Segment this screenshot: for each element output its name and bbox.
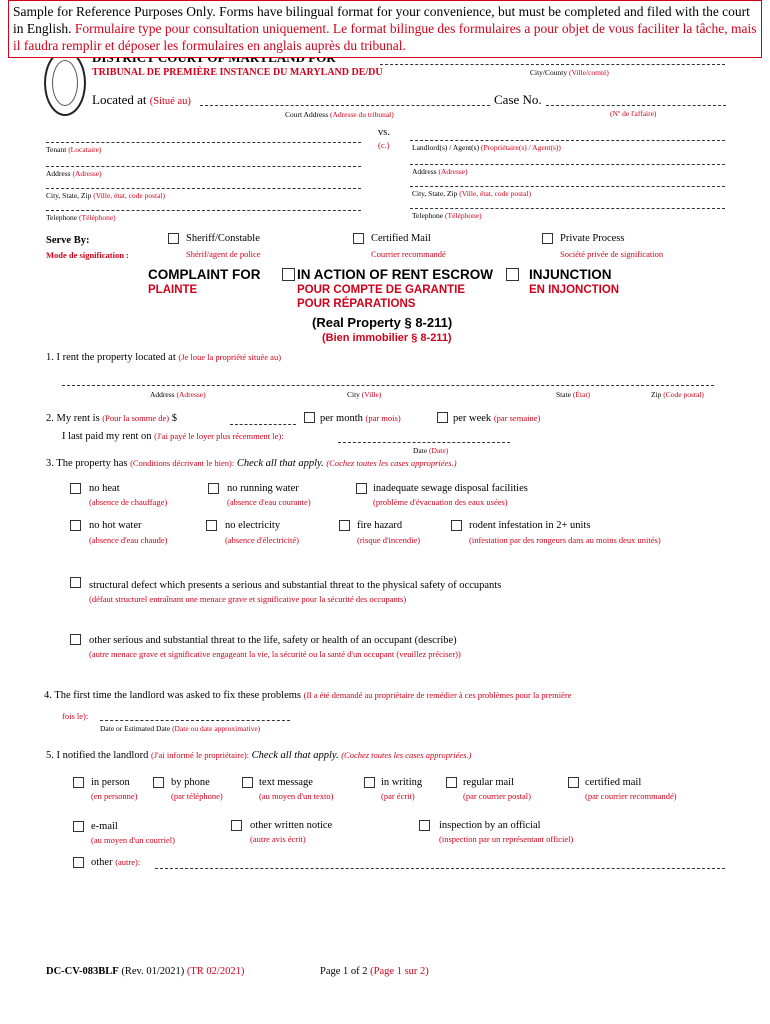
notify-inspection-label: inspection by an official (439, 820, 541, 831)
notify-text-message-label: text message (259, 777, 313, 788)
last-paid-date-caption: Date (Date) (413, 446, 449, 455)
landlord-caption: Landlord(s) / Agent(s) (Propriétaire(s) / Agent(s)) (412, 143, 561, 152)
serve-certified-mail-label: Certified Mail (371, 233, 431, 244)
per-month-label: per month (par mois) (320, 413, 401, 424)
complaint-for-label: COMPLAINT FOR (148, 267, 261, 282)
per-month-checkbox[interactable] (304, 412, 315, 423)
notify-text-message-checkbox[interactable] (242, 777, 253, 788)
q3-text: 3. The property has (Conditions décrivant le bien): Check all that apply. (Cochez toutes les cases appropriées.) (46, 458, 457, 469)
notify-in-writing-label: in writing (381, 777, 423, 788)
inadequate-sewage-label-fr: (problème d'évacuation des eaux usées) (373, 497, 508, 507)
other-threat-label: other serious and substantial threat to the life, safety or health of an occupant (describe) (89, 635, 457, 646)
vs-label-fr: (c.) (378, 140, 390, 150)
tenant-address-line[interactable] (46, 166, 361, 167)
no-running-water-label: no running water (227, 483, 299, 494)
landlord-phone-caption: Telephone (Téléphone) (412, 211, 482, 220)
serve-private-process-label-fr: Société privée de signification (560, 249, 664, 259)
last-paid-date-line[interactable] (338, 442, 510, 443)
notify-text-message-label-fr: (au moyen d'un texto) (259, 791, 334, 801)
landlord-phone-line[interactable] (410, 208, 725, 209)
per-week-label: per week (par semaine) (453, 413, 541, 424)
no-hot-water-label-fr: (absence d'eau chaude) (89, 535, 168, 545)
page-number: Page 1 of 2 (Page 1 sur 2) (320, 966, 429, 977)
landlord-address-line[interactable] (410, 164, 725, 165)
city-county-label: City/County (Ville/comté) (530, 68, 609, 77)
seal-inner-ring (52, 60, 78, 106)
case-no-label: Case No. (494, 92, 542, 107)
no-heat-label-fr: (absence de chauffage) (89, 497, 168, 507)
notify-other-label: other (autre): (91, 857, 141, 868)
last-paid-text: I last paid my rent on (J'ai payé le loyer plus récemment le): (62, 431, 284, 442)
serve-private-process-label: Private Process (560, 233, 625, 244)
q1-zip-caption: Zip (Code postal) (651, 390, 704, 399)
notify-by-phone-checkbox[interactable] (153, 777, 164, 788)
rodent-infestation-checkbox[interactable] (451, 520, 462, 531)
rent-escrow-label-fr2: POUR RÉPARATIONS (297, 298, 416, 310)
tenant-phone-line[interactable] (46, 210, 361, 211)
reference-banner (8, 0, 762, 58)
notify-in-person-label-fr: (en personne) (91, 791, 138, 801)
serve-by-label: Serve By: (46, 235, 90, 246)
rodent-infestation-label-fr: (infestation par des rongeurs dans au moins deux unités) (469, 535, 661, 545)
no-electricity-label-fr: (absence d'électricité) (225, 535, 299, 545)
notify-other-line[interactable] (155, 868, 725, 869)
notify-by-phone-label-fr: (par téléphone) (171, 791, 223, 801)
banner-french: Formulaire type pour consultation uniquement. Le format bilingue des formulaires a pour objet de vous faciliter la tâche, mais il faudra remplir et déposer les formulaires en anglais auprès du tribunal. (13, 21, 757, 53)
no-electricity-checkbox[interactable] (206, 520, 217, 531)
serve-sheriff-checkbox[interactable] (168, 233, 179, 244)
tenant-address-caption: Address (Adresse) (46, 169, 102, 178)
tenant-caption: Tenant (Locataire) (46, 145, 102, 154)
notify-by-phone-label: by phone (171, 777, 210, 788)
q1-address-caption: Address (Adresse) (150, 390, 206, 399)
landlord-address-caption: Address (Adresse) (412, 167, 468, 176)
q4-text: 4. The first time the landlord was asked to fix these problems (Il a été demandé au propriétaire de remédier à ces problèmes pour la première (44, 690, 572, 701)
notify-other-written-checkbox[interactable] (231, 820, 242, 831)
structural-defect-label-fr: (défaut structurel entraînant une menace grave et significative pour la sécurité des occupants) (89, 594, 407, 604)
injunction-checkbox[interactable] (506, 268, 519, 281)
notify-regular-mail-checkbox[interactable] (446, 777, 457, 788)
landlord-city-line[interactable] (410, 186, 725, 187)
court-address-caption: Court Address (Adresse du tribunal) (285, 110, 394, 119)
landlord-name-line[interactable] (410, 140, 725, 141)
notify-in-person-label: in person (91, 777, 130, 788)
tenant-city-caption: City, State, Zip (Ville, état, code postal) (46, 191, 166, 200)
notify-in-person-checkbox[interactable] (73, 777, 84, 788)
q1-address-line[interactable] (62, 385, 714, 386)
notify-certified-mail-checkbox[interactable] (568, 777, 579, 788)
no-electricity-label: no electricity (225, 520, 281, 531)
court-county-line[interactable] (380, 64, 725, 65)
notify-certified-mail-label-fr: (par courrier recommandé) (585, 791, 677, 801)
injunction-label-fr: EN INJONCTION (529, 284, 620, 296)
rent-amount-line[interactable] (230, 424, 296, 425)
notify-in-writing-checkbox[interactable] (364, 777, 375, 788)
tenant-city-line[interactable] (46, 188, 361, 189)
q4-text-fr2: fois le): (62, 711, 89, 721)
serve-sheriff-label: Sheriff/Constable (186, 233, 260, 244)
located-at-label: Located at (Situé au) (92, 92, 191, 107)
case-no-caption: (Nº de l'affaire) (610, 109, 657, 118)
serve-certified-mail-label-fr: Courrier recommandé (371, 249, 446, 259)
no-heat-label: no heat (89, 483, 120, 494)
serve-certified-mail-checkbox[interactable] (353, 233, 364, 244)
notify-email-label: e-mail (91, 821, 118, 832)
fire-hazard-label: fire hazard (357, 520, 403, 531)
q1-city-caption: City (Ville) (347, 390, 382, 399)
banner-english: Sample for Reference Purposes Only. Forms have bilingual format for your convenience, but must be completed and filed with the court in English. (13, 4, 750, 36)
notify-email-checkbox[interactable] (73, 821, 84, 832)
no-running-water-checkbox[interactable] (208, 483, 219, 494)
no-hot-water-label: no hot water (89, 520, 142, 531)
other-threat-label-fr: (autre menace grave et significative engageant la vie, la sécurité ou la santé d'un occupant (veuillez préciser)) (89, 649, 461, 659)
q4-date-caption: Date or Estimated Date (Date ou date approximative) (100, 724, 261, 733)
notify-in-writing-label-fr: (par écrit) (381, 791, 415, 801)
serve-private-process-checkbox[interactable] (542, 233, 553, 244)
notify-regular-mail-label-fr: (par courrier postal) (463, 791, 531, 801)
statute-label-fr: (Bien immobilier § 8-211) (322, 332, 452, 344)
vs-label: vs. (378, 127, 390, 138)
serve-by-label-fr: Mode de signification : (46, 250, 129, 260)
tenant-name-line[interactable] (46, 142, 361, 143)
court-title-fr: TRIBUNAL DE PREMIÈRE INSTANCE DU MARYLAND DE/DU (92, 67, 383, 78)
no-hot-water-checkbox[interactable] (70, 520, 81, 531)
notify-other-written-label-fr: (autre avis écrit) (250, 834, 306, 844)
notify-regular-mail-label: regular mail (463, 777, 515, 788)
other-threat-checkbox[interactable] (70, 634, 81, 645)
notify-email-label-fr: (au moyen d'un courriel) (91, 835, 175, 845)
court-address-line[interactable] (200, 105, 490, 106)
fire-hazard-label-fr: (risque d'incendie) (357, 535, 421, 545)
complaint-for-label-fr: PLAINTE (148, 284, 198, 296)
notify-other-checkbox[interactable] (73, 857, 84, 868)
no-running-water-label-fr: (absence d'eau courante) (227, 497, 311, 507)
injunction-label: INJUNCTION (529, 267, 612, 282)
structural-defect-checkbox[interactable] (70, 577, 81, 588)
q1-text: 1. I rent the property located at (Je loue la propriété située au) (46, 352, 282, 363)
inadequate-sewage-label: inadequate sewage disposal facilities (373, 483, 528, 494)
rent-escrow-label: IN ACTION OF RENT ESCROW (297, 267, 493, 282)
statute-label: (Real Property § 8-211) (312, 315, 453, 330)
notify-other-written-label: other written notice (250, 820, 333, 831)
q5-text: 5. I notified the landlord (J'ai informé le propriétaire): Check all that apply. (Cochez toutes les cases appropriées.) (46, 750, 472, 761)
form-footer-id: DC-CV-083BLF (Rev. 01/2021) (TR 02/2021) (46, 966, 245, 977)
q4-date-line[interactable] (100, 720, 290, 721)
rent-escrow-checkbox[interactable] (282, 268, 295, 281)
notify-inspection-label-fr: (inspection par un représentant officiel) (439, 834, 574, 844)
landlord-city-caption: City, State, Zip (Ville, état, code postal) (412, 189, 532, 198)
per-week-checkbox[interactable] (437, 412, 448, 423)
no-heat-checkbox[interactable] (70, 483, 81, 494)
q2-text: 2. My rent is (Pour la somme de) $ (46, 413, 177, 424)
rent-escrow-label-fr1: POUR COMPTE DE GARANTIE (297, 284, 466, 296)
notify-certified-mail-label: certified mail (585, 777, 642, 788)
q1-state-caption: State (État) (556, 390, 590, 399)
serve-sheriff-label-fr: Shérif/agent de police (186, 249, 261, 259)
structural-defect-label: structural defect which presents a serious and substantial threat to the physical safety of occupants (89, 580, 502, 591)
inadequate-sewage-checkbox[interactable] (356, 483, 367, 494)
tenant-phone-caption: Telephone (Téléphone) (46, 213, 116, 222)
case-no-line[interactable] (546, 105, 726, 106)
rodent-infestation-label: rodent infestation in 2+ units (469, 520, 591, 531)
notify-inspection-checkbox[interactable] (419, 820, 430, 831)
fire-hazard-checkbox[interactable] (339, 520, 350, 531)
